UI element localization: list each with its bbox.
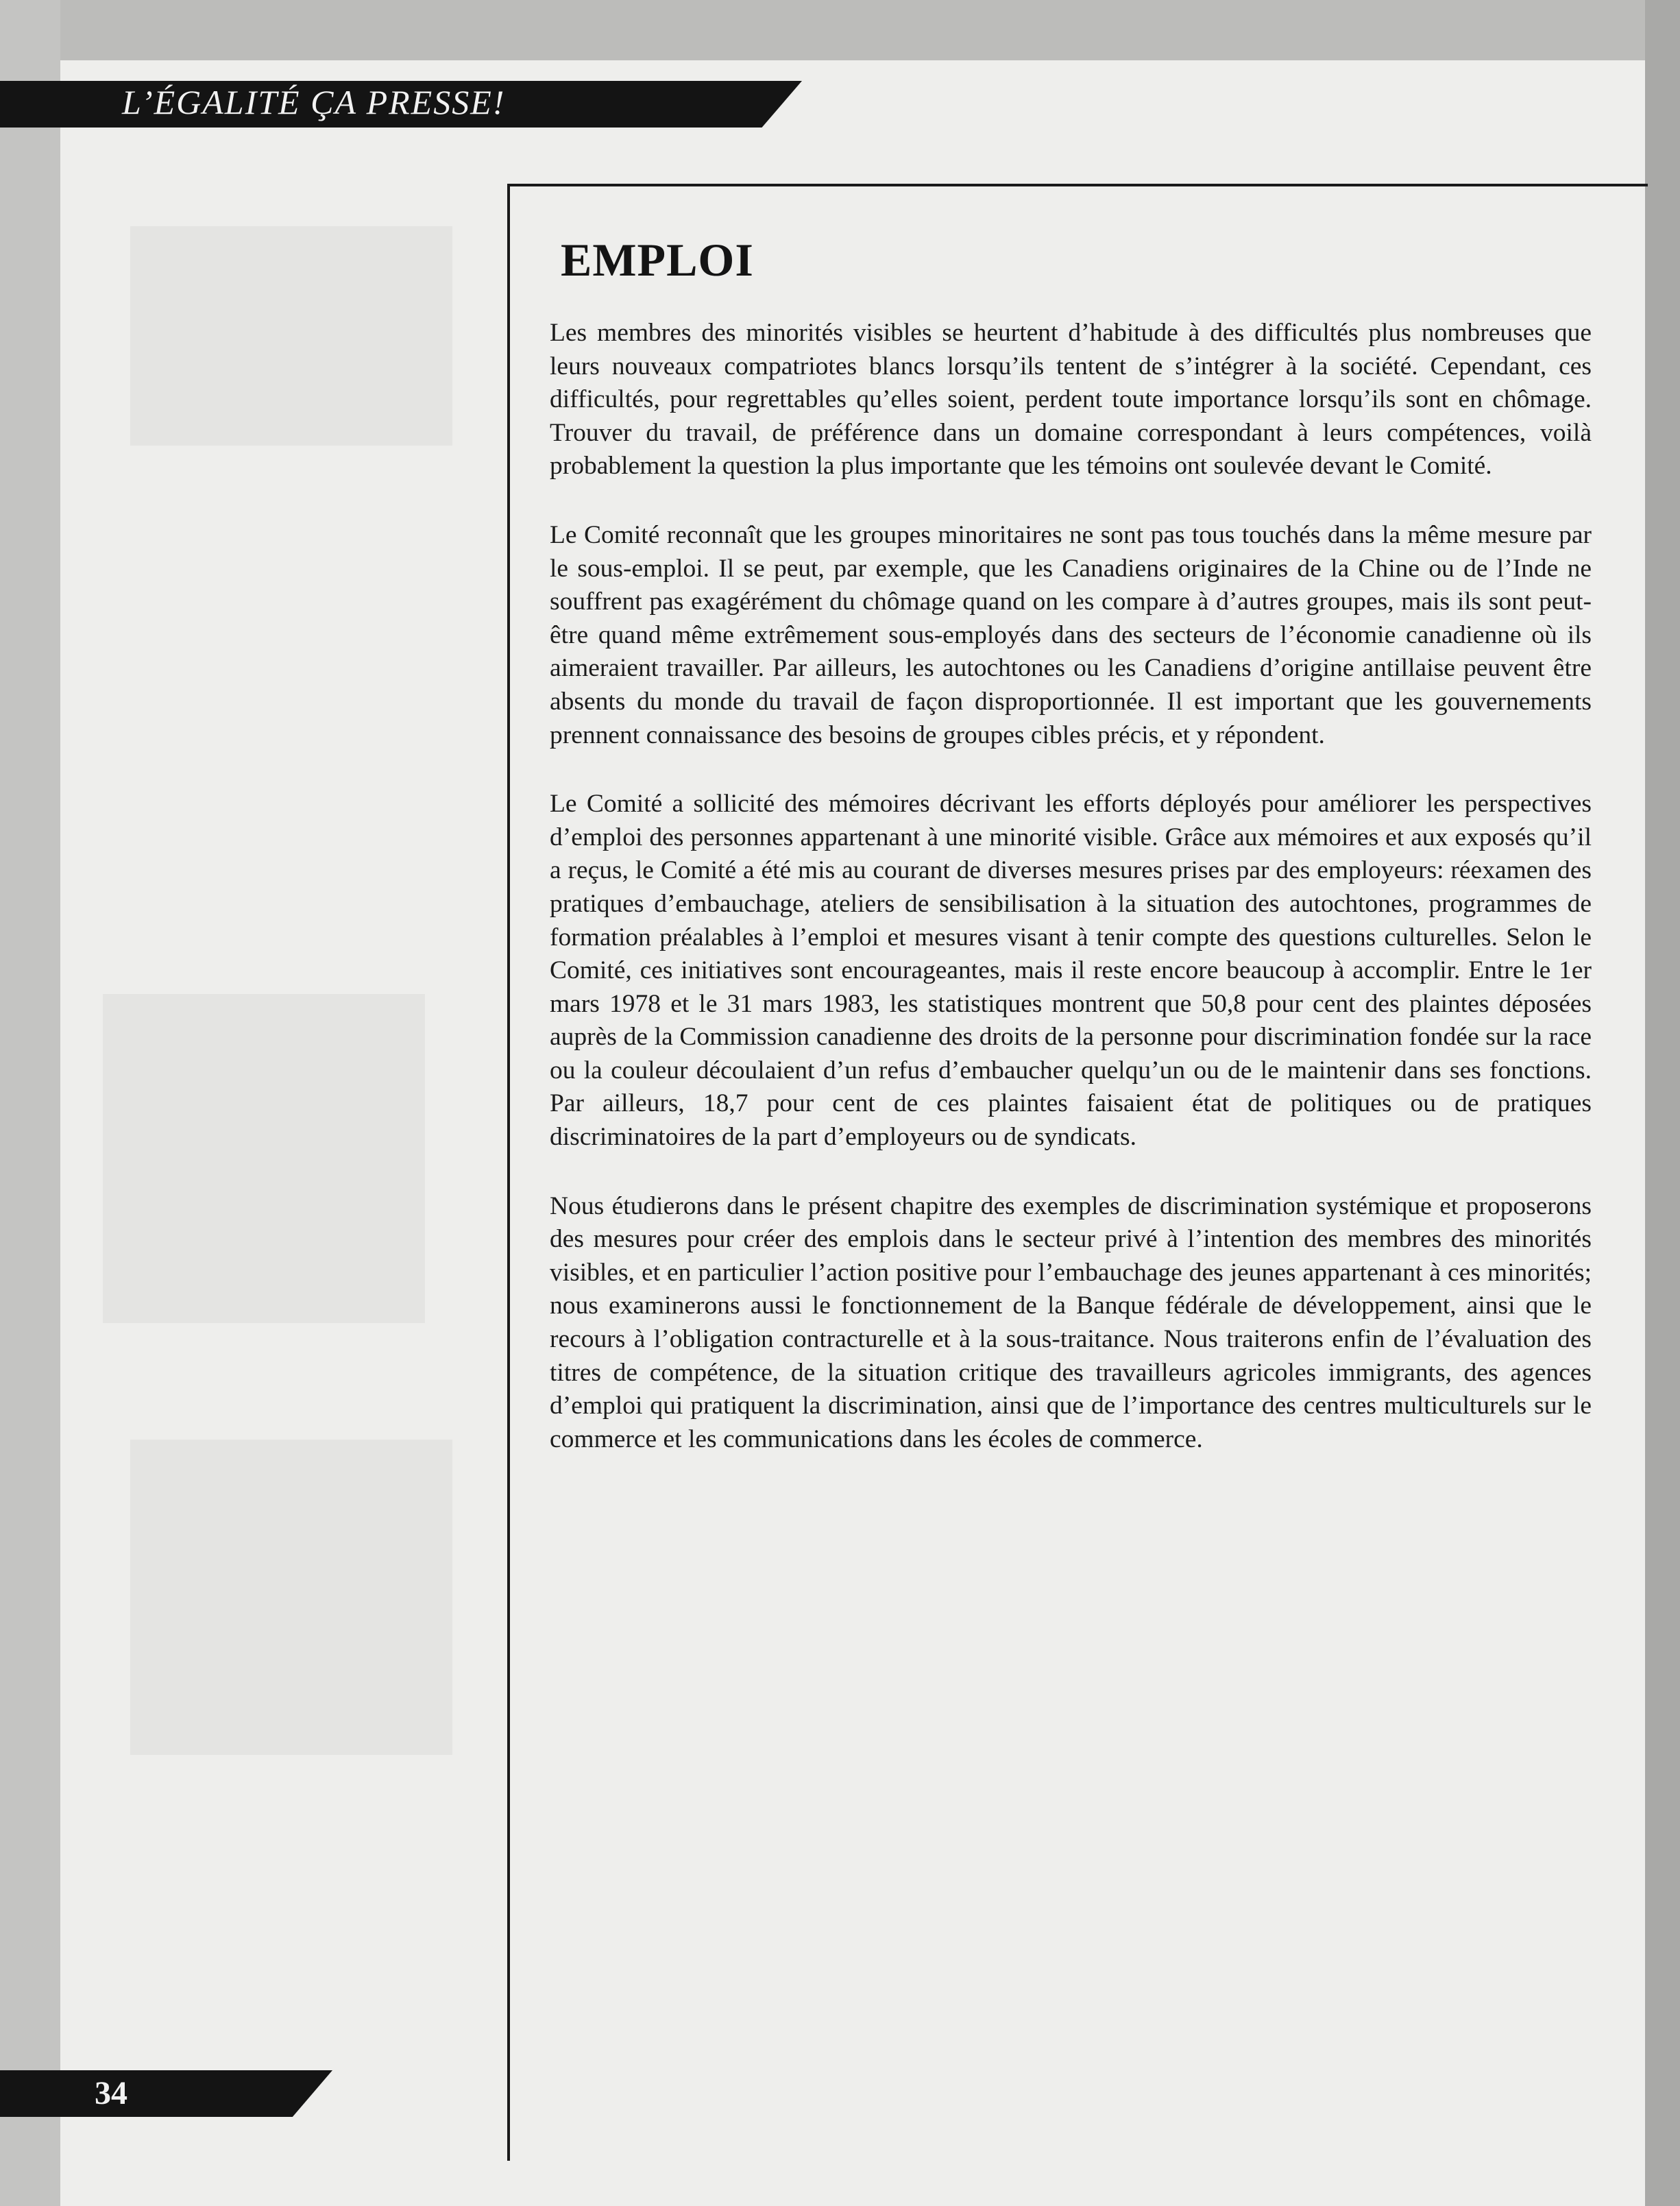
section-title: EMPLOI xyxy=(561,234,754,286)
scan-left-margin xyxy=(0,0,60,2206)
scan-right-edge xyxy=(1645,0,1680,2206)
page-number-banner xyxy=(0,2070,332,2117)
bleed-through-shade xyxy=(130,1440,452,1755)
bleed-through-shade xyxy=(103,994,425,1323)
paragraph: Le Comité reconnaît que les groupes minoritaires ne sont pas tous touchés dans la même mesure par le sous-emploi. Il se peut, par exemple, que les Canadiens originaires de la Chine ou de l’Inde ne souffrent pas exagérément du chômage quand on les compare à d’autres groupes, mais ils sont peut-être quand même extrêmement sous-employés dans des secteurs de l’économie canadienne où ils aimeraient travailler. Par ailleurs, les autochtones ou les Canadiens d’origine antillaise peuvent être absents du monde du travail de façon disproportionnée. Il est important que les gouvernements prennent connaissance des besoins de groupes cibles précis, et y répondent. xyxy=(550,520,1592,749)
scan-top-margin xyxy=(0,0,1680,62)
paragraph: Les membres des minorités visibles se heurtent d’habitude à des difficultés plus nombreuses que leurs nouveaux compatriotes blancs lorsqu’ils tentent de s’intégrer à la société. Cependant, ces difficultés, pour regrettables qu’elles soient, perdent toute importance lorsqu’ils sont en chômage. Trouver du travail, de préférence dans un domaine correspondant à leurs compétences, voilà probablement la question la plus importante que les témoins ont soulevée devant le Comité. xyxy=(550,319,1592,481)
paragraph: Le Comité a sollicité des mémoires décrivant les efforts déployés pour améliorer les perspectives d’emploi des personnes appartenant à une minorité visible. Grâce aux mémoires et aux exposés qu’il a reçus, le Comité a été mis au courant de diverses mesures prises par des employeurs: réexamen des pratiques d’embauchage, ateliers de sensibilisation à la situation des autochtones, programmes de formation préalables à l’emploi et mesures visant à tenir compte des questions culturelles. Selon le Comité, ces initiatives sont encourageantes, mais il reste encore beaucoup à accomplir. Entre le 1er mars 1978 et le 31 mars 1983, les statistiques montrent que 50,8 pour cent des plaintes déposées auprès de la Commission canadienne des droits de la personne pour discrimination fondée sur la race ou la couleur découlaient d’un refus d’embaucher quelqu’un ou de le maintenir dans ses fonctions. Par ailleurs, 18,7 pour cent de ces plaintes faisaient état de politiques ou de pratiques discriminatoires de la part d’employeurs ou de syndicats. xyxy=(550,790,1592,1152)
bleed-through-shade xyxy=(130,226,452,446)
body-text xyxy=(550,317,1592,1492)
paragraph: Nous étudierons dans le présent chapitre des exemples de discrimination systémique et proposerons des mesures pour créer des emplois dans le secteur privé à l’intention des membres des minorités visibles, et en particulier l’action positive pour l’embauchage des jeunes appartenant à ces minorités; nous examinerons aussi le fonctionnement de la Banque fédérale de développement, ainsi que le recours à l’obligation contracturelle et à la sous-traitance. Nous traiterons enfin de l’évaluation des titres de compétence, de la situation critique des travailleurs agricoles immigrants, des agences d’emploi qui pratiquent la discrimination, ainsi que de l’importance des centres multiculturels sur le commerce et les communications dans les écoles de commerce. xyxy=(550,1191,1592,1453)
page-number: 34 xyxy=(95,2075,127,2111)
running-header-title: L’ÉGALITÉ ÇA PRESSE! xyxy=(122,83,506,121)
